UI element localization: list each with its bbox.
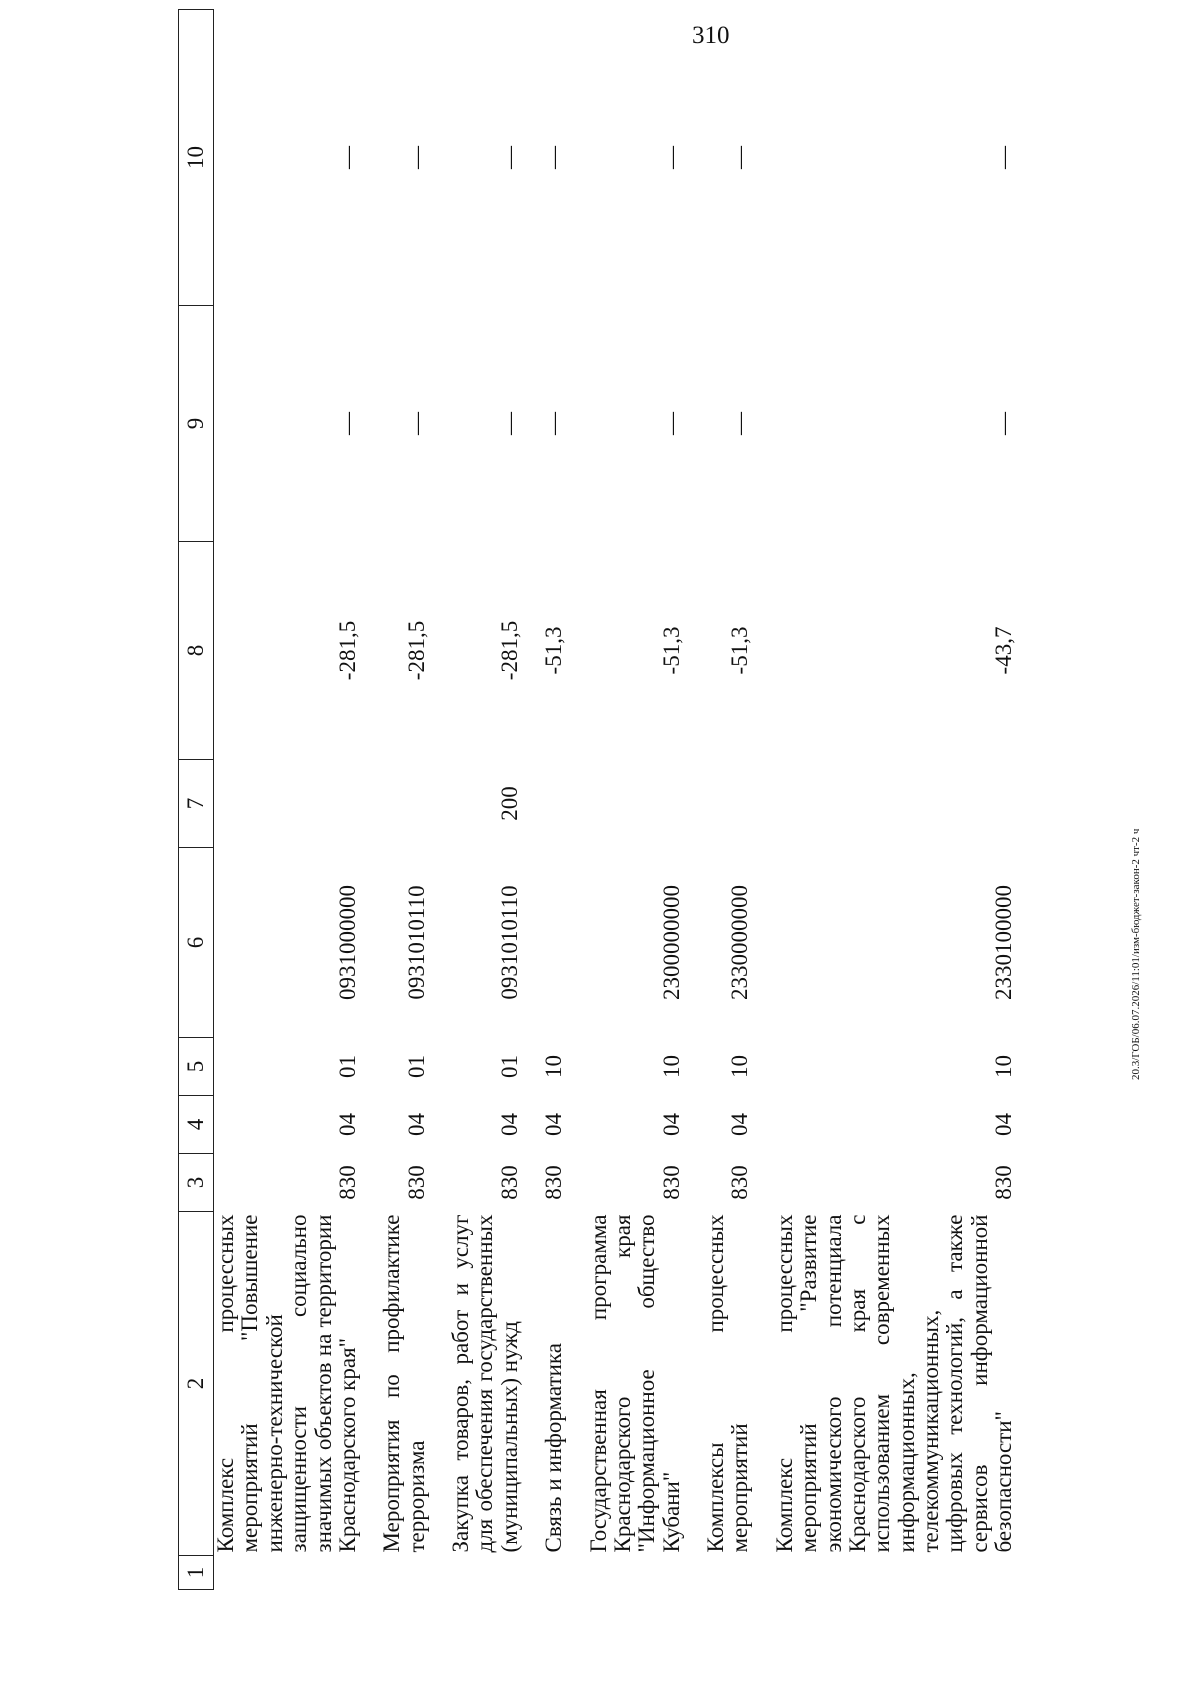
row-number-cell [214,1556,369,1590]
amount: -281,5 [403,620,429,681]
amount: -281,5 [334,620,360,681]
code-admin: 830 [496,1165,522,1200]
amount-2: — [541,412,567,435]
code-expense-type [214,760,369,848]
table-row [380,10,437,1590]
column-header: 10 [179,10,214,306]
row-number-cell [587,1556,693,1590]
budget-table [178,9,1025,1590]
amount-2: — [658,412,684,435]
row-spacer [761,10,773,1590]
column-header: 8 [179,542,214,760]
amount-3: — [658,146,684,169]
column-header: 4 [179,1096,214,1154]
footer-file-code: 20.3/ГОБ/06.07.2026/11:01/изм-бюджет-закон-2 чт-2 ч [1130,828,1142,1080]
row-number-cell [773,1556,1025,1590]
table-row [773,10,1025,1590]
column-header: 1 [179,1556,214,1590]
amount: -281,5 [496,620,522,681]
amount-3: — [403,146,429,169]
table-row [587,10,693,1590]
code-subsection: 01 [403,1055,429,1078]
code-admin: 830 [991,1165,1017,1200]
amount: -51,3 [658,626,684,675]
table-row [214,10,369,1590]
code-expense-type [587,760,693,848]
amount-2: — [334,412,360,435]
row-name: Закупка товаров, работ и услуг для обеспечения государственных (муниципальных) нужд [448,1214,522,1553]
header-row [179,10,214,1590]
row-name: Государственная программа Краснодарского края "Информационное общество Кубани" [585,1214,684,1553]
code-target: 2330100000 [991,885,1017,1000]
row-number-cell [380,1556,437,1590]
code-expense-type: 200 [496,786,522,821]
column-header: 9 [179,306,214,542]
column-header: 3 [179,1154,214,1212]
amount: -51,3 [541,626,567,675]
code-admin: 830 [727,1165,753,1200]
amount-2: — [496,412,522,435]
code-section: 04 [541,1113,567,1136]
amount-3: — [496,146,522,169]
code-subsection: 01 [496,1055,522,1078]
code-target: 2330000000 [727,885,753,1000]
amount-3: — [991,146,1017,169]
row-number-cell [704,1556,761,1590]
column-header: 6 [179,848,214,1038]
row-name: Мероприятия по профилактике терроризма [379,1214,429,1553]
page-number: 310 [692,22,730,49]
code-target: 0931010110 [496,885,522,1000]
amount-2: — [403,412,429,435]
code-target [542,848,574,1038]
code-section: 04 [727,1113,753,1136]
code-subsection: 10 [991,1055,1017,1078]
row-number-cell [542,1556,574,1590]
code-subsection: 01 [334,1055,360,1078]
table-row [449,10,530,1590]
code-expense-type [704,760,761,848]
code-section: 04 [496,1113,522,1136]
code-admin: 830 [403,1165,429,1200]
table-row [542,10,574,1590]
code-subsection: 10 [541,1055,567,1078]
code-admin: 830 [541,1165,567,1200]
code-expense-type [380,760,437,848]
code-subsection: 10 [727,1055,753,1078]
amount-3: — [334,146,360,169]
code-target: 0931010110 [403,885,429,1000]
code-section: 04 [334,1113,360,1136]
row-name: Комплекс процессных мероприятий "Повышение инженерно-технической защищенности социально значимых объектов на территории Краснодарского края" [213,1214,360,1553]
row-number-cell [449,1556,530,1590]
column-header: 7 [179,760,214,848]
row-name: Связь и информатика [541,1343,567,1553]
amount-3: — [727,146,753,169]
row-name: Комплекс процессных мероприятий "Развитие экономического потенциала Краснодарского края с использованием современных информационных, телекоммуникационных, цифровых технологий, а также сервисов информационной безопасности" [771,1214,1017,1553]
code-admin: 830 [658,1165,684,1200]
amount-2: — [991,412,1017,435]
column-header: 2 [179,1212,214,1556]
code-expense-type [542,760,574,848]
code-expense-type [773,760,1025,848]
amount: -51,3 [727,626,753,675]
row-name: Комплексы процессных мероприятий [703,1214,753,1553]
rotated-table-area [178,10,1198,1590]
code-section: 04 [658,1113,684,1136]
code-target: 2300000000 [658,885,684,1000]
code-section: 04 [403,1113,429,1136]
code-admin: 830 [334,1165,360,1200]
row-spacer [575,10,587,1590]
column-header: 5 [179,1038,214,1096]
code-target: 0931000000 [334,885,360,1000]
code-subsection: 10 [658,1055,684,1078]
table-row [704,10,761,1590]
amount-3: — [541,146,567,169]
amount: -43,7 [991,626,1017,675]
amount-2: — [727,412,753,435]
code-section: 04 [991,1113,1017,1136]
